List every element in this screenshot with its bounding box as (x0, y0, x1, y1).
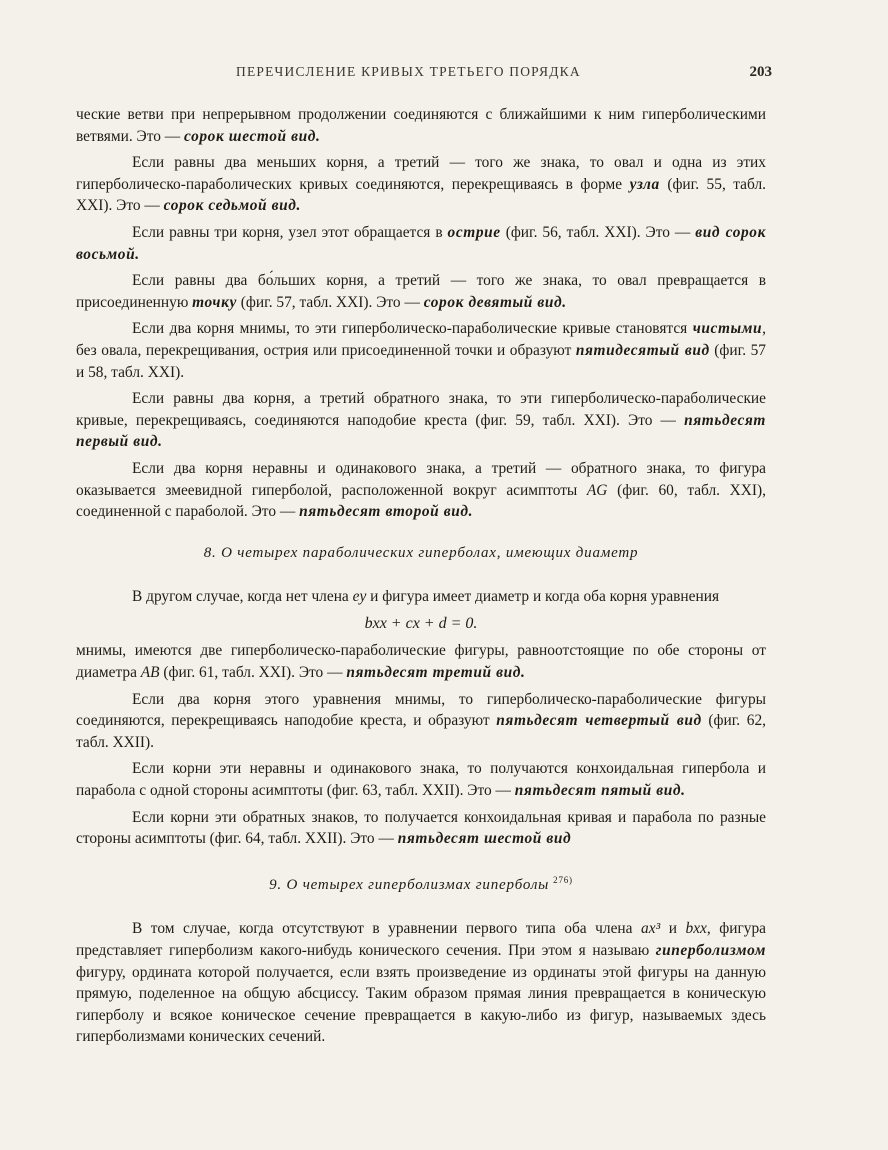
species-name: пятьдесят второй вид. (299, 503, 474, 521)
equation: bxx + cx + d = 0. (364, 614, 478, 632)
text: (фиг. 55, табл. XXI). Это — (76, 175, 766, 215)
paragraph (76, 458, 766, 523)
paragraph (76, 807, 766, 850)
text: (фиг. 61, табл. XXI). Это — (159, 664, 347, 682)
text: и фигура имеет диаметр и когда оба корня уравнения (366, 588, 720, 606)
text: , без овала, перекрещивания, острия или присоединенной точки и образуют (76, 320, 766, 359)
page-number: 203 (749, 64, 772, 80)
text: В том случае, когда отсутствуют в уравнении первого типа оба члена (132, 920, 642, 938)
text: (фиг. 57, табл. XXI). Это — (236, 293, 424, 311)
text: Если равны два меньших корня, а третий — того же знака, то овал и одна из этих гиперболическо-параболических кривых соединяются, перекрещиваясь в форме (76, 154, 766, 193)
term: чистыми (692, 320, 763, 338)
math-symbol: AB (140, 664, 160, 682)
paragraph (76, 758, 766, 801)
paragraph (76, 270, 766, 313)
section-heading-9 (76, 870, 766, 897)
term: узла (629, 175, 660, 193)
species-name: пятидесятый вид (575, 341, 710, 359)
text: (фиг. 60, табл. XXI), соединенной с параболой. Это — (76, 481, 766, 521)
text: (фиг. 56, табл. XXI). Это — (500, 223, 696, 241)
species-name: пятьдесят третий вид. (346, 664, 526, 682)
text: фигуру, ордината которой получается, если взять произведение из ординаты этой фигуры на данную прямую, поделенное на общую абсциссу. Таким образом прямая линия превращается в коническую гиперболу и всякое коническое сечение превращается в какую-либо из фигур, называемых здесь гиперболизмами конических сечений. (76, 963, 766, 1046)
footnote-ref: 276) (553, 874, 573, 885)
math-symbol: bxx (685, 920, 707, 938)
paragraph (76, 318, 766, 383)
species-name: пятьдесят пятый вид. (514, 782, 686, 800)
text: Если корни эти неравны и одинакового знака, то получаются конхоидальная гипербола и парабола с одной стороны асимптоты (фиг. 63, табл. XXII). Это — (76, 760, 766, 800)
text: ческие ветви при непрерывном продолжении соединяются с ближайшими к ним гиперболическими ветвями. Это — (76, 106, 766, 145)
text: Если равны два бо́льших корня, а третий — того же знака, то овал превращается в присоединенную (76, 272, 766, 311)
text: и (660, 920, 686, 938)
paragraph (76, 689, 766, 754)
running-head: ПЕРЕЧИСЛЕНИЕ КРИВЫХ ТРЕТЬЕГО ПОРЯДКА (236, 64, 581, 79)
section-title: 9. О четырех гиперболизмах гиперболы (269, 876, 550, 893)
species-name: сорок седьмой вид. (163, 197, 301, 215)
text: Если равны три корня, узел этот обращается в (132, 223, 448, 241)
body-text (76, 104, 766, 1053)
text: , фигура представляет гиперболизм какого-нибудь конического сечения. При этом я называю (76, 920, 766, 959)
term: точку (192, 293, 237, 311)
species-name: пятьдесят четвертый вид (496, 712, 702, 730)
section-heading-8: 8. О четырех параболических гиперболах, имеющих диаметр (203, 544, 639, 561)
text: Если два корня неравны и одинакового знака, а третий — обратного знака, то фигура оказывается змеевидной гиперболой, расположенной вокруг асимптоты (76, 459, 766, 499)
text: В другом случае, когда нет члена (132, 588, 353, 606)
term: гиперболизмом (655, 942, 766, 959)
text: Если корни эти обратных знаков, то получается конхоидальная кривая и парабола по разные стороны асимптоты (фиг. 64, табл. XXII). Это — (76, 808, 766, 848)
paragraph (76, 586, 766, 608)
page-header (76, 64, 772, 84)
math-symbol: ax³ (641, 920, 661, 938)
paragraph (76, 152, 766, 217)
text: (фиг. 62, табл. XXII). (76, 712, 766, 751)
text: (фиг. 57 и 58, табл. XXI). (76, 341, 767, 381)
species-name: пятьдесят шестой вид (397, 830, 572, 848)
paragraph (76, 222, 766, 265)
math-symbol: AG (586, 481, 608, 499)
term: острие (447, 223, 501, 241)
species-name: пятьдесят первый вид. (76, 411, 766, 451)
species-name: сорок девятый вид. (423, 293, 567, 311)
text: мнимы, имеются две гиперболическо-параболические фигуры, равноотстоящие по обе стороны от диаметра (76, 642, 766, 682)
text: Если два корня мнимы, то эти гиперболическо-параболические кривые становятся (132, 320, 693, 338)
math-symbol: ey (352, 588, 367, 606)
species-name: вид сорок восьмой. (76, 223, 766, 263)
paragraph (76, 640, 766, 683)
paragraph (76, 918, 766, 1048)
text: Если два корня этого уравнения мнимы, то гиперболическо-параболические фигуры соединяются, перекрещиваясь наподобие креста, и образуют (76, 690, 766, 730)
text: Если равны два корня, а третий обратного знака, то эти гиперболическо-параболические кривые, перекрещиваясь, соединяются наподобие креста (фиг. 59, табл. XXI). Это — (76, 390, 766, 429)
paragraph (76, 388, 766, 453)
species-name: сорок шестой вид. (184, 127, 321, 145)
paragraph (76, 104, 766, 147)
